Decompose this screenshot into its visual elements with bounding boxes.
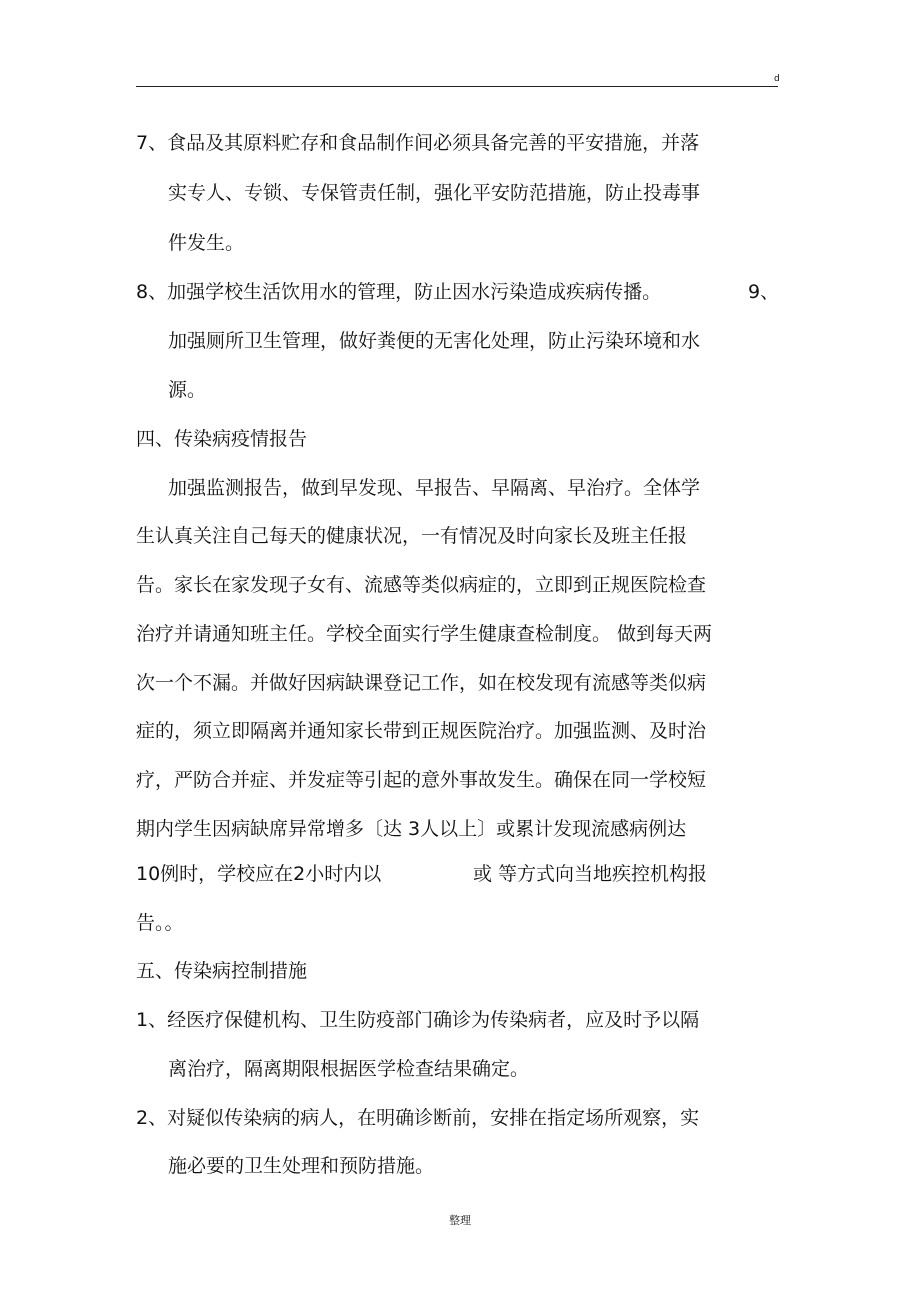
paragraph-line-1: 加强监测报告，做到早发现、早报告、早隔离、早治疗。全体学 xyxy=(168,477,701,499)
section-4-heading: 四、传染病疫情报告 xyxy=(136,428,308,450)
item-9-line-1: 加强厕所卫生管理，做好粪便的无害化处理，防止污染环境和水 xyxy=(168,330,701,352)
paragraph-line-9b: 或 等方式向当地疾控机构报 xyxy=(473,863,708,885)
item-9-number: 9、 xyxy=(748,281,780,303)
section-5-heading: 五、传染病控制措施 xyxy=(136,960,308,982)
paragraph-line-3: 告。家长在家发现子女有、流感等类似病症的，立即到正规医院检查 xyxy=(136,574,707,596)
measure-2-line-1: 2、对疑似传染病的病人，在明确诊断前，安排在指定场所观察，实 xyxy=(136,1107,700,1129)
paragraph-line-2: 生认真关注自己每天的健康状况，一有情况及时向家长及班主任报 xyxy=(136,525,688,547)
header-rule xyxy=(136,86,778,87)
paragraph-line-4: 治疗并请通知班主任。学校全面实行学生健康查检制度。 做到每天两 xyxy=(136,623,713,645)
footer-label: 整理 xyxy=(449,1214,471,1227)
measure-2-line-2: 施必要的卫生处理和预防措施。 xyxy=(168,1155,435,1177)
measure-1-line-1: 1、经医疗保健机构、卫生防疫部门确诊为传染病者，应及时予以隔 xyxy=(136,1009,700,1031)
item-9-line-2: 源。 xyxy=(168,379,207,401)
item-8-line-1: 8、加强学校生活饮用水的管理，防止因水污染造成疾病传播。 xyxy=(136,281,662,303)
item-7-line-3: 件发生。 xyxy=(168,232,245,254)
paragraph-line-10: 告。。 xyxy=(136,912,184,934)
paragraph-line-5: 次一个不漏。并做好因病缺课登记工作，如在校发现有流感等类似病 xyxy=(136,672,707,694)
paragraph-line-7: 疗，严防合并症、并发症等引起的意外事故发生。确保在同一学校短 xyxy=(136,769,707,791)
paragraph-line-8: 期内学生因病缺席异常增多〔达 3人以上〕或累计发现流感病例达 xyxy=(136,818,687,840)
paragraph-line-6: 症的，须立即隔离并通知家长带到正规医院治疗。加强监测、及时治 xyxy=(136,720,707,742)
item-7-line-2: 实专人、专锁、专保管责任制，强化平安防范措施，防止投毒事 xyxy=(168,182,701,204)
header-mark: d xyxy=(774,74,780,84)
paragraph-line-9a: 10例时，学校应在2小时内以 xyxy=(136,863,382,885)
item-7-line-1: 7、食品及其原料贮存和食品制作间必须具备完善的平安措施，并落 xyxy=(136,132,700,154)
measure-1-line-2: 离治疗，隔离期限根据医学检查结果确定。 xyxy=(168,1058,530,1080)
